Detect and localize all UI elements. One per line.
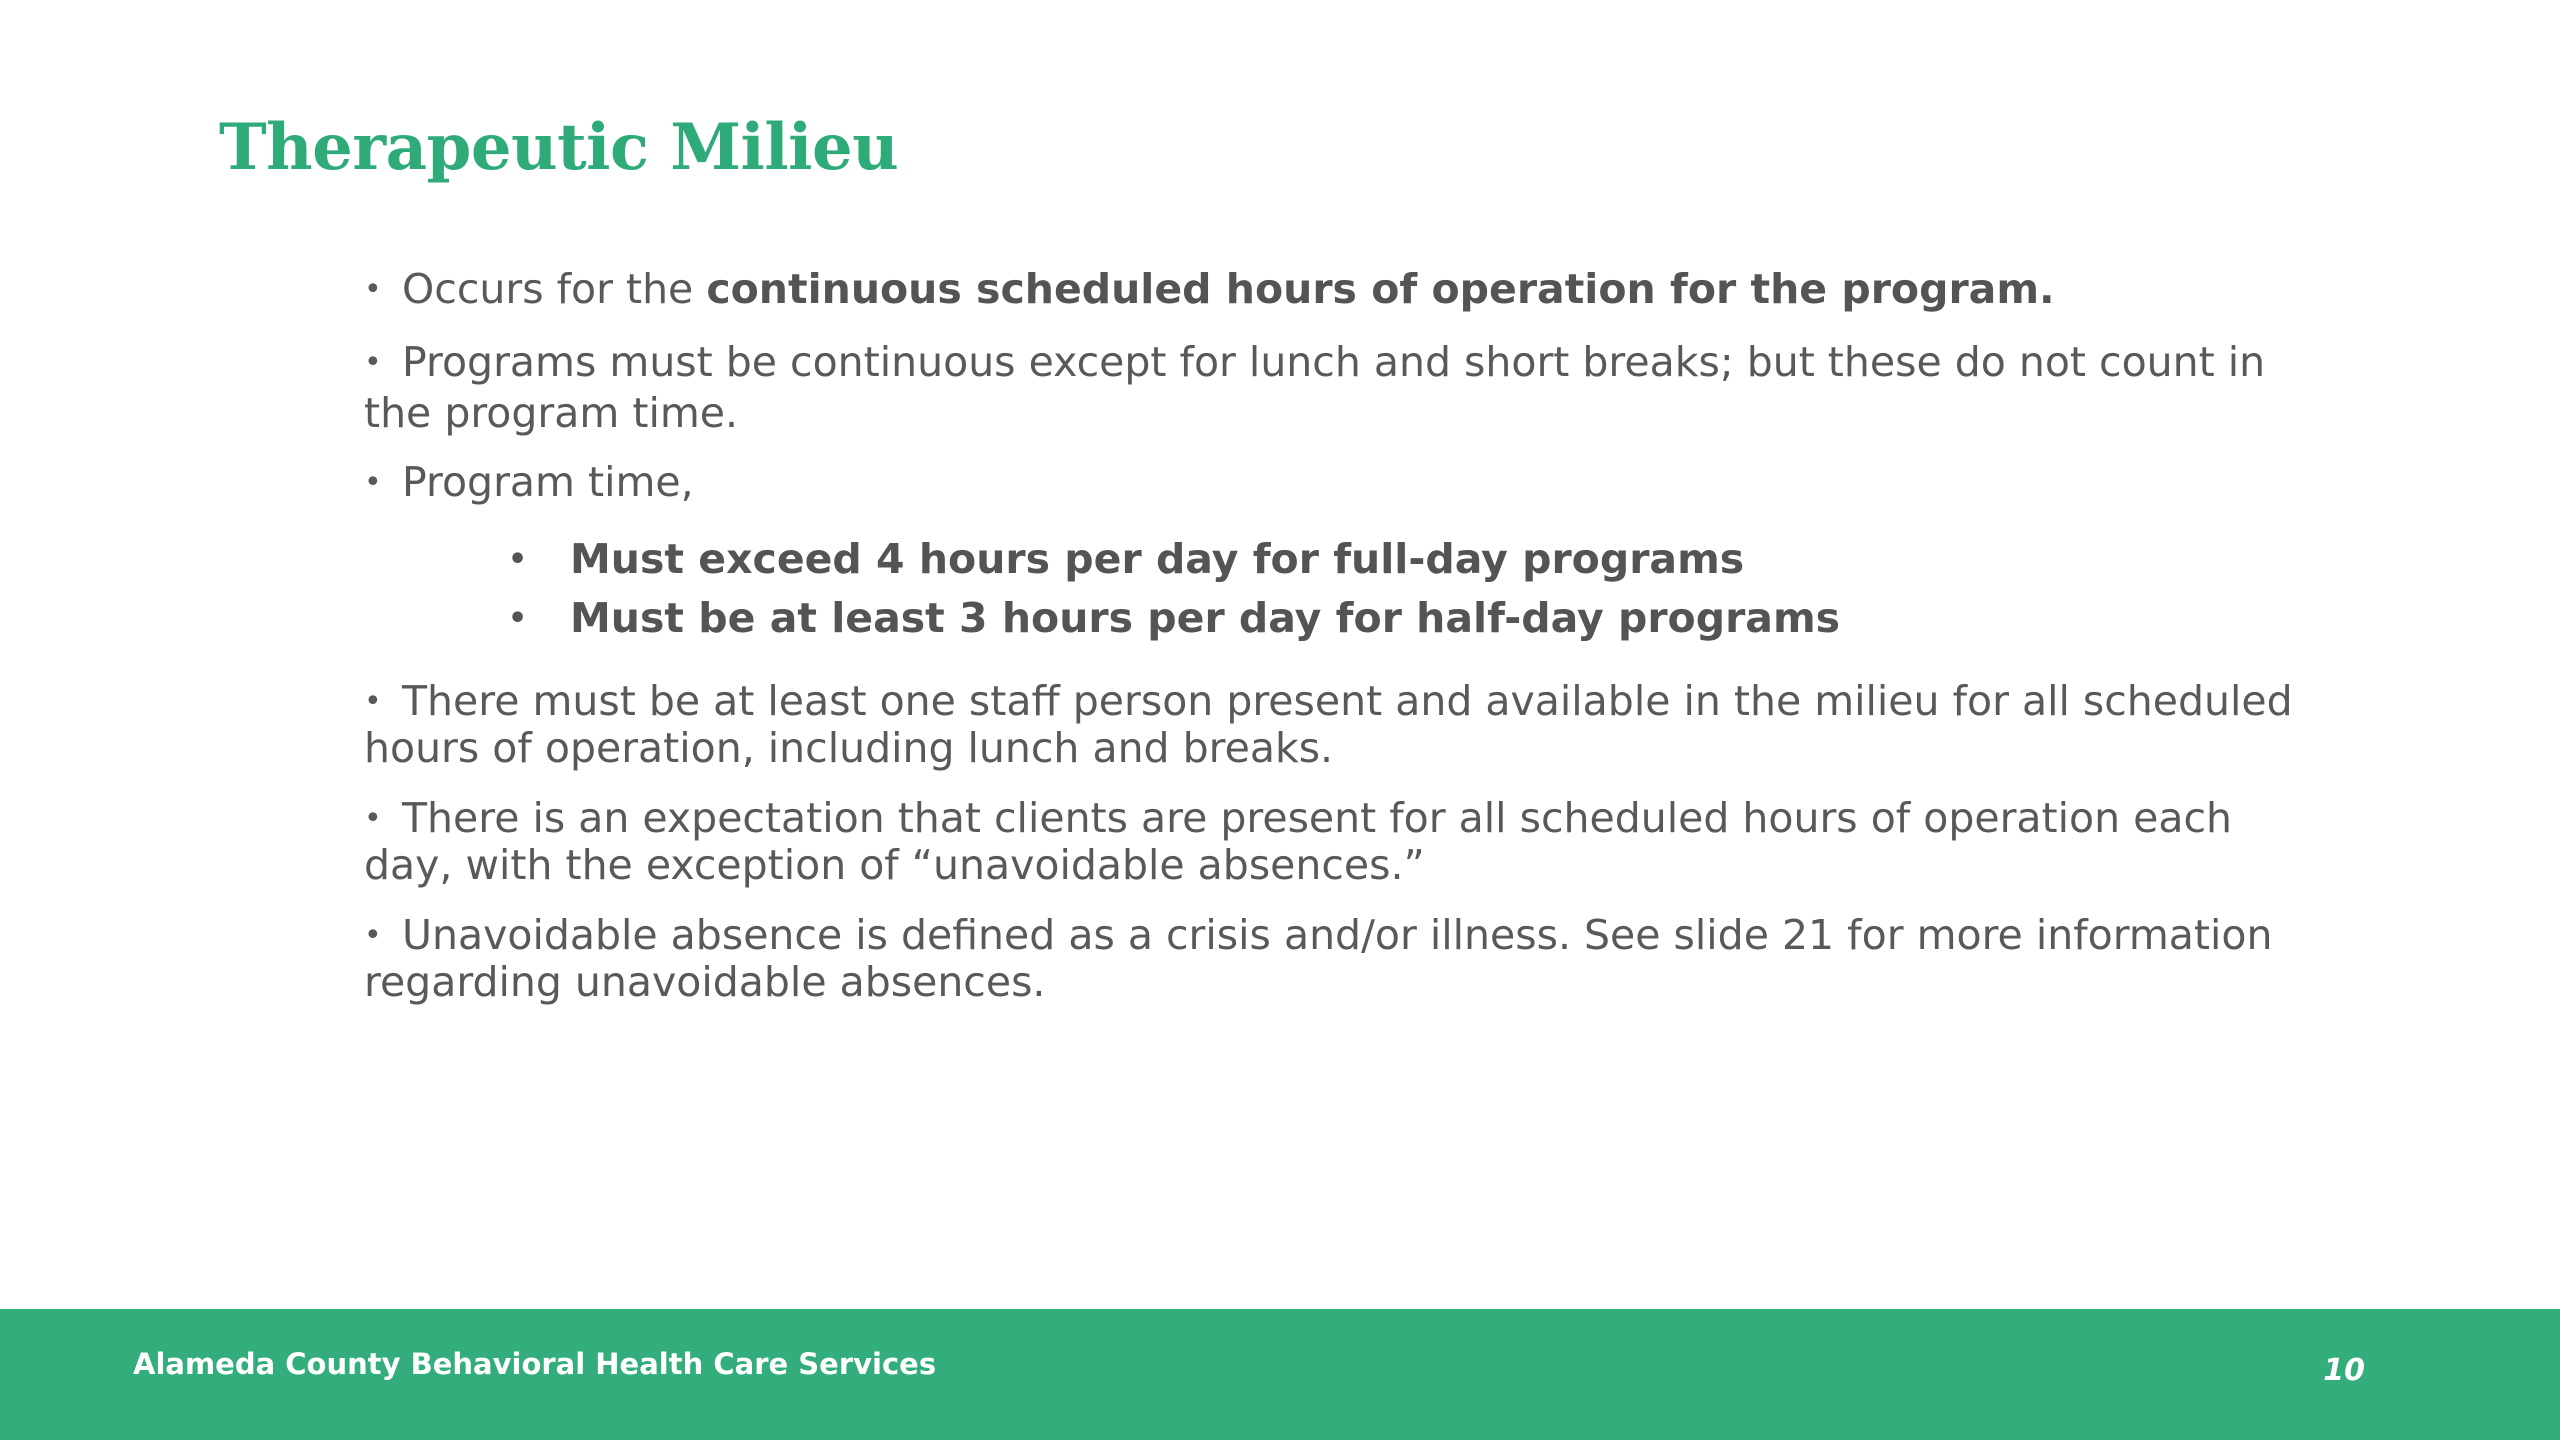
bullet-icon: • [364, 345, 382, 380]
bullet-text: Programs must be continuous except for lunch and short breaks; but these do not count in the program time. [364, 338, 2266, 437]
bullet-icon: • [508, 601, 528, 636]
bullet-text: There is an expectation that clients are present for all scheduled hours of operation each day, with the exception of “unavoidable absences.” [364, 794, 2233, 889]
bullet-item [364, 459, 2324, 506]
sub-bullet-list [508, 530, 2324, 648]
bullet-item [364, 266, 2324, 313]
bullet-text-bold: continuous scheduled hours of operation for the program. [706, 265, 2055, 313]
bullet-text: There must be at least one staff person present and available in the milieu for all scheduled hours of operation, including lunch and breaks. [364, 677, 2293, 772]
bullet-item [364, 678, 2324, 771]
bullet-icon: • [508, 542, 528, 577]
page-number: 10 [2323, 1353, 2365, 1388]
bullet-item [364, 337, 2324, 439]
sub-bullet-text: Must exceed 4 hours per day for full-day programs [570, 535, 1745, 583]
bullet-icon: • [364, 918, 382, 953]
footer-organization: Alameda County Behavioral Health Care Services [133, 1347, 937, 1381]
bullet-item [364, 795, 2324, 888]
bullet-item [364, 912, 2324, 1005]
bullet-icon: • [364, 465, 382, 500]
bullet-icon: • [364, 801, 382, 836]
bullet-icon: • [364, 272, 382, 307]
bullet-icon: • [364, 684, 382, 719]
slide-title: Therapeutic Milieu [219, 110, 899, 185]
sub-bullet-item [508, 589, 2324, 648]
sub-bullet-item [508, 530, 2324, 589]
bullet-text: Unavoidable absence is defined as a crisis and/or illness. See slide 21 for more information regarding unavoidable absences. [364, 911, 2273, 1006]
sub-bullet-text: Must be at least 3 hours per day for half-day programs [570, 594, 1841, 642]
slide-body [364, 266, 2324, 1029]
footer-bar [0, 1309, 2560, 1440]
bullet-text: Program time, [402, 458, 694, 506]
bullet-text: Occurs for the [402, 265, 707, 313]
